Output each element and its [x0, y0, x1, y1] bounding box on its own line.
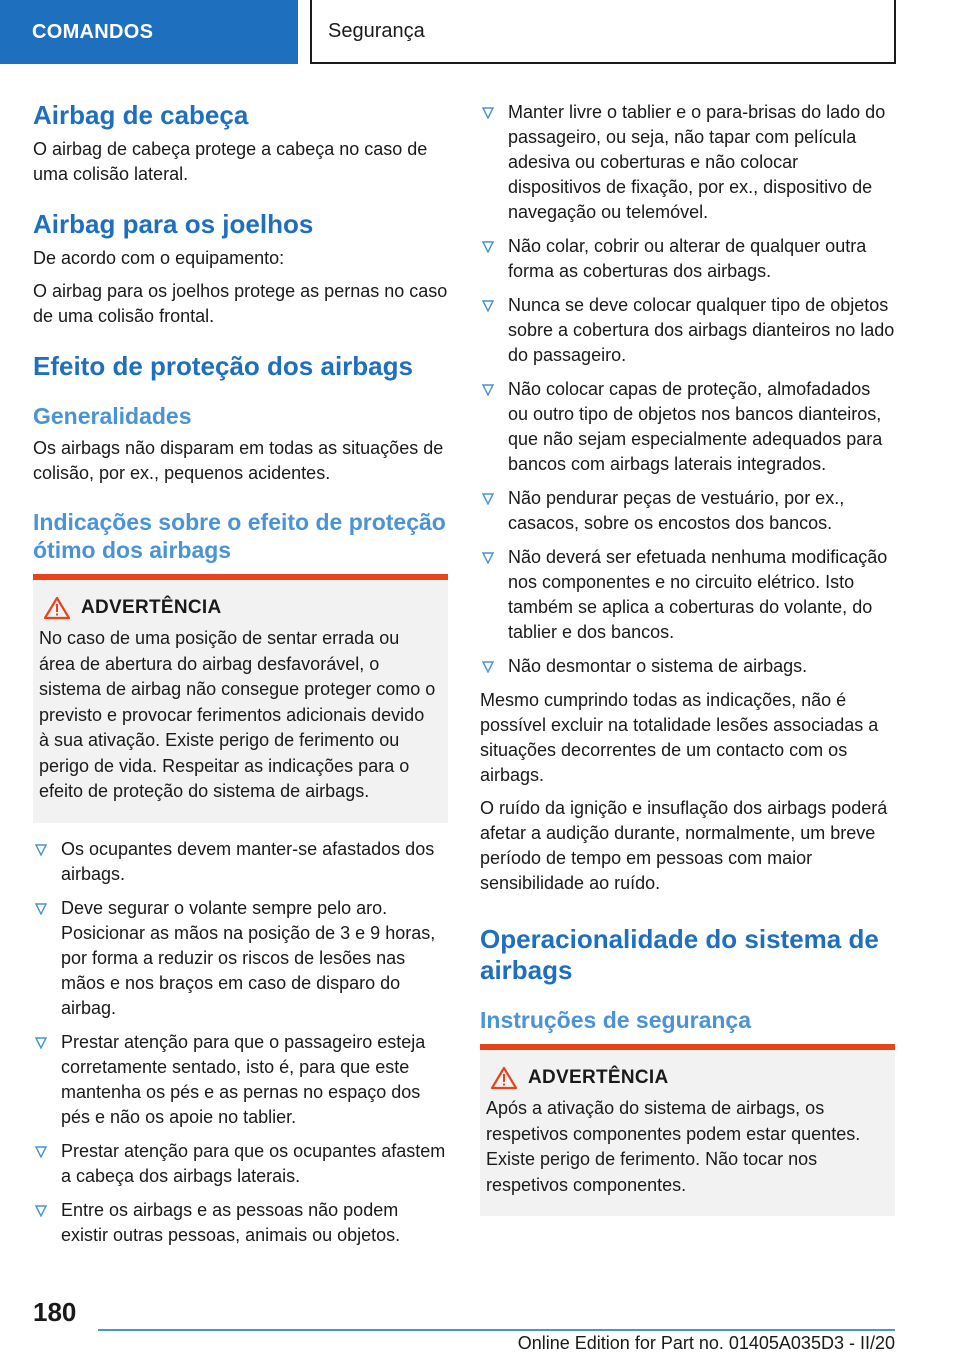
triangle-bullet-icon [482, 661, 494, 673]
warning-header [486, 1066, 885, 1090]
list-item [480, 100, 895, 225]
list-item [480, 545, 895, 645]
list-item-text: Não deverá ser efetuada nenhuma modificação nos componentes e no circuito elétrico. Isto também se aplica a coberturas do volante, do tablier e dos bancos. [508, 547, 888, 642]
warning-text: Após a ativação do sistema de airbags, os respetivos componentes podem estar quentes. Existe perigo de ferimento. Não tocar nos respetivos componentes. [486, 1098, 861, 1195]
chapter-title: Segurança [328, 19, 425, 42]
triangle-bullet-icon [482, 493, 494, 505]
list-item [480, 486, 895, 536]
list-item-text: Deve segurar o volante sempre pelo aro. Posicionar as mãos na posição de 3 e 9 horas, por forma a reduzir os riscos de lesões nas mãos e nos braços em caso de disparo do airbag. [61, 897, 436, 1018]
bullet-list-right [480, 100, 895, 679]
list-item-text: Prestar atenção para que o passageiro esteja corretamente sentado, isto é, para que este mantenha os pés e as pernas no espaço dos pés e não os apoie no tablier. [61, 1031, 426, 1127]
right-column [480, 100, 895, 1230]
list-item [33, 1139, 448, 1189]
heading-airbag-cabeca: Airbag de cabeça [33, 100, 249, 130]
list-item-text: Não desmontar o sistema de airbags. [508, 656, 808, 676]
paragraph-mesmo-cumprindo: Mesmo cumprindo todas as indicações, não é possível excluir na totalidade lesões associadas a situações decorrentes de um contacto com os airbags. [480, 690, 879, 785]
footer-edition: Online Edition for Part no. 01405A035D3 - II/20 [517, 1333, 895, 1353]
triangle-bullet-icon [35, 1037, 47, 1049]
triangle-bullet-icon [482, 241, 494, 253]
heading-operacionalidade: Operacionalidade do sistema de airbags [480, 924, 879, 985]
list-item [480, 234, 895, 284]
paragraph-generalidades: Os airbags não disparam em todas as situações de colisão, por ex., pequenos acidentes. [33, 438, 444, 483]
section-tab [0, 0, 298, 64]
chapter-header [310, 0, 896, 64]
triangle-bullet-icon [35, 844, 47, 856]
heading-indicacoes: Indicações sobre o efeito de proteção ótimo dos airbags [33, 509, 446, 563]
warning-triangle-icon [43, 596, 71, 620]
heading-generalidades: Generalidades [33, 403, 192, 429]
paragraph-airbag-cabeca: O airbag de cabeça protege a cabeça no caso de uma colisão lateral. [33, 139, 428, 184]
triangle-bullet-icon [482, 107, 494, 119]
warning-title: ADVERTÊNCIA [528, 1067, 669, 1088]
warning-header [39, 596, 438, 620]
left-column [33, 100, 448, 1257]
heading-airbag-joelhos: Airbag para os joelhos [33, 209, 314, 239]
list-item-text: Não pendurar peças de vestuário, por ex., casacos, sobre os encostos dos bancos. [508, 488, 845, 533]
warning-box [480, 1044, 895, 1216]
list-item [480, 293, 895, 368]
list-item-text: Não colar, cobrir ou alterar de qualquer outra forma as coberturas dos airbags. [508, 236, 867, 281]
section-label: COMANDOS [32, 20, 154, 43]
triangle-bullet-icon [482, 384, 494, 396]
list-item [480, 377, 895, 477]
triangle-bullet-icon [35, 903, 47, 915]
triangle-bullet-icon [35, 1205, 47, 1217]
triangle-bullet-icon [35, 1146, 47, 1158]
list-item-text: Manter livre o tablier e o para-brisas do lado do passageiro, ou seja, não tapar com película adesiva ou coberturas e não colocar dispositivos de fixação, por ex., dispositivo de navegação ou telemóvel. [508, 102, 886, 222]
list-item [33, 1198, 448, 1248]
warning-title: ADVERTÊNCIA [81, 597, 222, 618]
list-item-text: Não colocar capas de proteção, almofadados ou outro tipo de objetos nos bancos dianteiros, que não sejam especialmente adequados para bancos com airbags laterais integrados. [508, 379, 883, 474]
heading-instrucoes-seguranca: Instruções de segurança [480, 1007, 751, 1033]
warning-text: No caso de uma posição de sentar errada ou área de abertura do airbag desfavorável, o sistema de airbag não consegue proteger como o previsto e provocar ferimentos adicionais devido à sua ativação. Existe perigo de ferimento ou perigo de vida. Respeitar as indicações para o efeito de proteção do sistema de airbags. [39, 628, 436, 801]
list-item-text: Prestar atenção para que os ocupantes afastem a cabeça dos airbags laterais. [61, 1140, 446, 1186]
footer-divider [98, 1329, 895, 1331]
list-item-text: Os ocupantes devem manter-se afastados dos airbags. [61, 838, 435, 884]
paragraph-joelhos-2: O airbag para os joelhos protege as pernas no caso de uma colisão frontal. [33, 281, 448, 326]
triangle-bullet-icon [482, 552, 494, 564]
list-item [33, 896, 448, 1021]
list-item [33, 837, 448, 887]
paragraph-joelhos-1: De acordo com o equipamento: [33, 248, 285, 268]
heading-efeito-protecao: Efeito de proteção dos airbags [33, 351, 413, 381]
triangle-bullet-icon [482, 300, 494, 312]
list-item-text: Entre os airbags e as pessoas não podem existir outras pessoas, animais ou objetos. [61, 1199, 401, 1245]
list-item [480, 654, 895, 679]
warning-box [33, 574, 448, 823]
bullet-list-left [33, 837, 448, 1248]
paragraph-ruido: O ruído da ignição e insuflação dos airbags poderá afetar a audição durante, normalmente, um breve período de tempo em pessoas com maior sensibilidade ao ruído. [480, 798, 888, 893]
list-item-text: Nunca se deve colocar qualquer tipo de objetos sobre a cobertura dos airbags dianteiros no lado do passageiro. [508, 295, 895, 365]
list-item [33, 1030, 448, 1130]
warning-triangle-icon [490, 1066, 518, 1090]
page-number: 180 [33, 1297, 77, 1327]
